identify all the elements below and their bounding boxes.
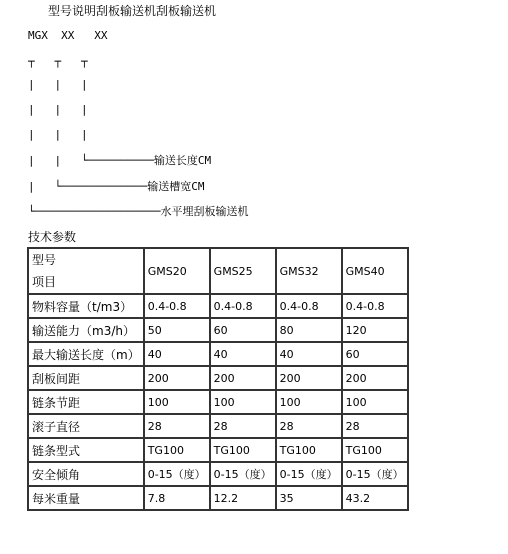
diagram-tee-row: ┬ ┬ ┬	[28, 55, 88, 68]
header-model: GMS20	[144, 248, 210, 294]
row-value: 43.2	[342, 486, 408, 510]
row-value: 0-15（度）	[276, 462, 342, 486]
row-label: 物料容量（t/m3）	[28, 294, 144, 318]
row-value: 28	[210, 414, 276, 438]
row-label: 链条型式	[28, 438, 144, 462]
row-value: 28	[144, 414, 210, 438]
table-row	[28, 318, 408, 342]
row-value: 28	[276, 414, 342, 438]
row-label: 安全倾角	[28, 462, 144, 486]
params-heading: 技术参数	[28, 230, 77, 244]
row-value: 0.4-0.8	[342, 294, 408, 318]
row-value: 40	[210, 342, 276, 366]
header-item-label: 项目	[32, 275, 57, 289]
row-value: 100	[144, 390, 210, 414]
table-row	[28, 438, 408, 462]
row-value: TG100	[276, 438, 342, 462]
row-value: TG100	[210, 438, 276, 462]
header-model: GMS25	[210, 248, 276, 294]
row-value: 7.8	[144, 486, 210, 510]
row-value: 200	[144, 366, 210, 390]
row-label: 最大输送长度（m）	[28, 342, 144, 366]
table-row	[28, 462, 408, 486]
table-row	[28, 390, 408, 414]
header-model-label: 型号	[32, 253, 57, 267]
header-model: GMS40	[342, 248, 408, 294]
diagram-bar-row: | | |	[28, 103, 88, 116]
row-value: 100	[276, 390, 342, 414]
row-value: 60	[210, 318, 276, 342]
table-row	[28, 366, 408, 390]
row-value: 50	[144, 318, 210, 342]
row-value: TG100	[342, 438, 408, 462]
row-value: 60	[342, 342, 408, 366]
row-value: 80	[276, 318, 342, 342]
row-label: 滚子直径	[28, 414, 144, 438]
row-value: 120	[342, 318, 408, 342]
row-value: 0.4-0.8	[144, 294, 210, 318]
row-label: 刮板间距	[28, 366, 144, 390]
row-value: 100	[342, 390, 408, 414]
model-code: MGX XX XX	[28, 29, 108, 42]
header-label-cell	[28, 248, 144, 294]
diagram-bar-row: | | |	[28, 128, 88, 141]
row-value: 35	[276, 486, 342, 510]
row-value: 0.4-0.8	[210, 294, 276, 318]
spec-table	[27, 247, 409, 511]
row-value: 200	[210, 366, 276, 390]
row-value: 28	[342, 414, 408, 438]
row-value: 0-15（度）	[210, 462, 276, 486]
table-row	[28, 486, 408, 510]
diagram-line-type: └───────────────────水平埋刮板输送机	[28, 205, 249, 218]
table-row	[28, 294, 408, 318]
row-value: 0.4-0.8	[276, 294, 342, 318]
row-label: 每米重量	[28, 486, 144, 510]
document-title: 型号说明刮板输送机刮板输送机	[48, 4, 217, 18]
row-value: 0-15（度）	[342, 462, 408, 486]
table-row	[28, 414, 408, 438]
row-value: 100	[210, 390, 276, 414]
row-value: 200	[342, 366, 408, 390]
row-label: 链条节距	[28, 390, 144, 414]
row-value: TG100	[144, 438, 210, 462]
table-header-row	[28, 248, 408, 294]
diagram-line-length: | | └──────────输送长度CM	[28, 154, 212, 167]
table-row	[28, 342, 408, 366]
row-value: 40	[144, 342, 210, 366]
header-model: GMS32	[276, 248, 342, 294]
diagram-line-width: | └─────────────输送槽宽CM	[28, 180, 205, 193]
row-value: 12.2	[210, 486, 276, 510]
row-value: 0-15（度）	[144, 462, 210, 486]
row-label: 输送能力（m3/h）	[28, 318, 144, 342]
row-value: 40	[276, 342, 342, 366]
diagram-bar-row: | | |	[28, 78, 88, 91]
row-value: 200	[276, 366, 342, 390]
